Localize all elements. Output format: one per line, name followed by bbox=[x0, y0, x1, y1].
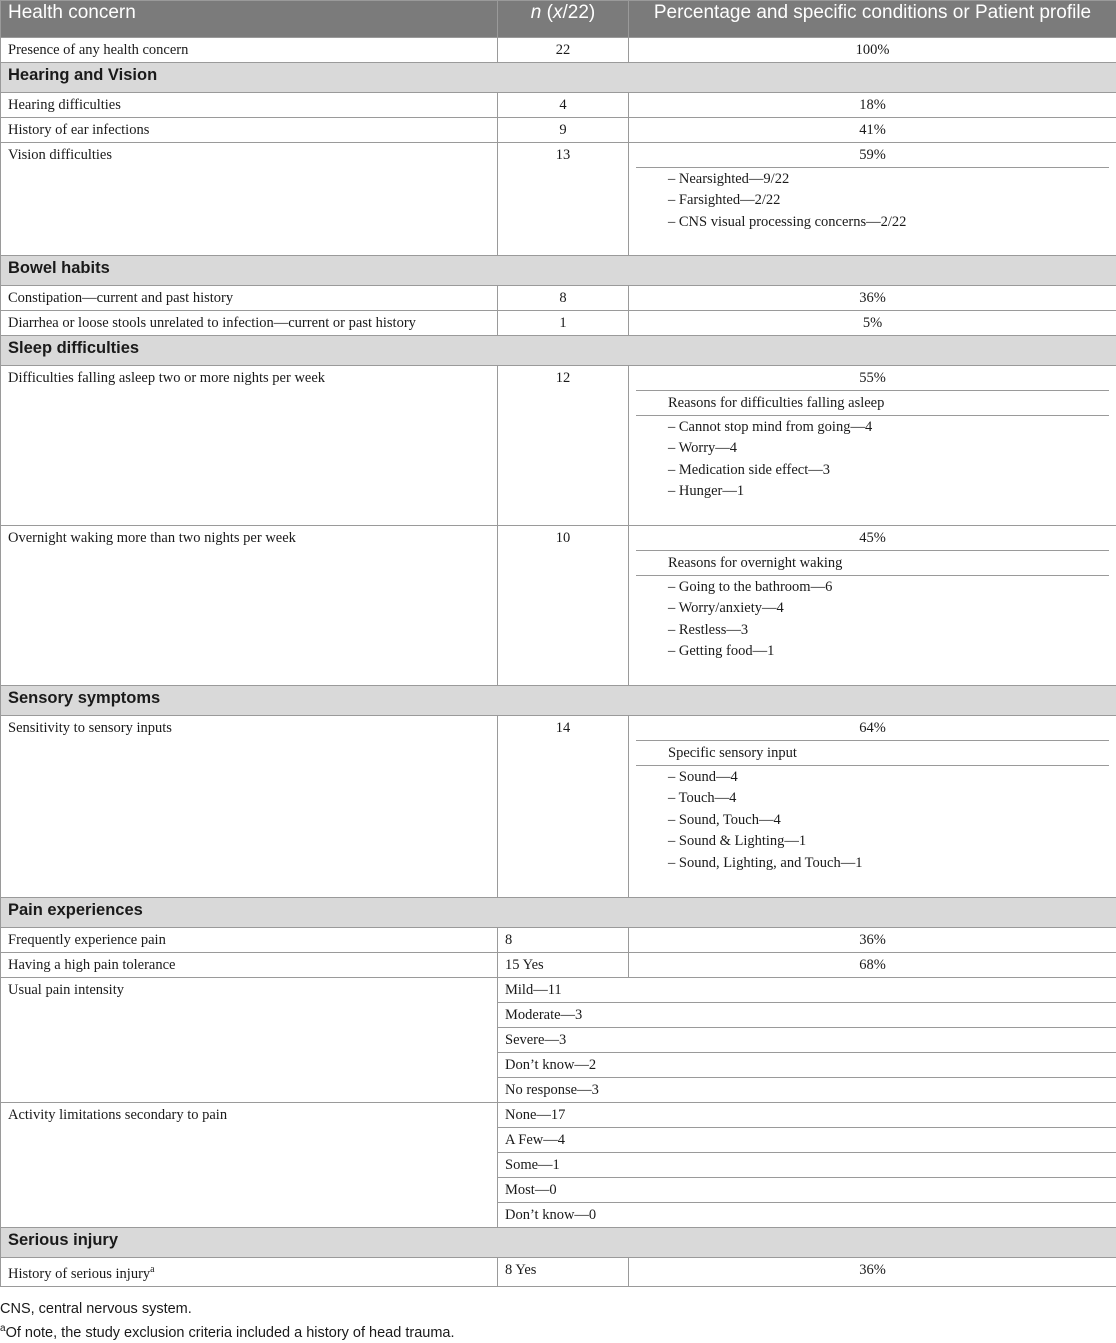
table-row bbox=[1, 143, 1116, 256]
table-row bbox=[1, 716, 1116, 898]
list-item: – Nearsighted—9/22 bbox=[636, 169, 1109, 190]
pain-intensity-value: Moderate—3 bbox=[498, 1003, 1116, 1028]
row-pct: 55% bbox=[636, 366, 1109, 390]
reason-list bbox=[636, 575, 1109, 663]
table-row bbox=[1, 311, 1116, 336]
section-sensory-symptoms bbox=[1, 686, 1116, 716]
section-title: Serious injury bbox=[1, 1228, 1116, 1258]
row-n: 14 bbox=[498, 716, 629, 898]
row-label: Activity limitations secondary to pain bbox=[1, 1103, 498, 1228]
list-item: – Sound, Lighting, and Touch—1 bbox=[636, 853, 1109, 874]
row-label: Difficulties falling asleep two or more nights per week bbox=[1, 366, 498, 526]
table-row bbox=[1, 978, 1116, 1003]
row-label: Constipation—current and past history bbox=[1, 286, 498, 311]
list-item: – Cannot stop mind from going—4 bbox=[636, 417, 1109, 438]
header-n: n (x/22) bbox=[498, 1, 629, 38]
row-n: 12 bbox=[498, 366, 629, 526]
table-header-row bbox=[1, 1, 1116, 38]
row-label: Frequently experience pain bbox=[1, 928, 498, 953]
section-title: Hearing and Vision bbox=[1, 63, 1116, 93]
section-bowel-habits bbox=[1, 256, 1116, 286]
list-item: – Getting food—1 bbox=[636, 641, 1109, 662]
header-percentage: Percentage and specific conditions or Patient profile bbox=[629, 1, 1116, 38]
table-row bbox=[1, 1258, 1116, 1287]
table-row bbox=[1, 526, 1116, 686]
row-n: 10 bbox=[498, 526, 629, 686]
row-pct: 64% bbox=[636, 716, 1109, 740]
abbreviation-note: CNS, central nervous system. bbox=[0, 1299, 455, 1319]
row-pct-detail bbox=[629, 716, 1116, 898]
activity-limitation-value: Don’t know—0 bbox=[498, 1203, 1116, 1228]
row-n: 8 bbox=[498, 928, 629, 953]
row-label: Overnight waking more than two nights per week bbox=[1, 526, 498, 686]
row-n: 1 bbox=[498, 311, 629, 336]
list-item: – Going to the bathroom—6 bbox=[636, 577, 1109, 598]
list-item: – Restless—3 bbox=[636, 620, 1109, 641]
row-pct: 36% bbox=[629, 1258, 1116, 1287]
row-pct-detail bbox=[629, 143, 1116, 256]
pain-intensity-value: Don’t know—2 bbox=[498, 1053, 1116, 1078]
section-serious-injury bbox=[1, 1228, 1116, 1258]
reason-heading: Reasons for overnight waking bbox=[636, 550, 1109, 575]
row-n: 15 Yes bbox=[498, 953, 629, 978]
row-label: History of serious injury$^a$ bbox=[1, 1258, 498, 1287]
table-row bbox=[1, 366, 1116, 526]
row-pct: 100% bbox=[629, 38, 1116, 63]
table-row bbox=[1, 928, 1116, 953]
header-health-concern: Health concern bbox=[1, 1, 498, 38]
row-label: Having a high pain tolerance bbox=[1, 953, 498, 978]
list-item: – Medication side effect—3 bbox=[636, 460, 1109, 481]
section-title: Sensory symptoms bbox=[1, 686, 1116, 716]
activity-limitation-value: Most—0 bbox=[498, 1178, 1116, 1203]
row-pct: 5% bbox=[629, 311, 1116, 336]
pain-intensity-value: Mild—11 bbox=[498, 978, 1116, 1003]
row-n: 8 Yes bbox=[498, 1258, 629, 1287]
reason-heading: Specific sensory input bbox=[636, 740, 1109, 765]
row-pct: 41% bbox=[629, 118, 1116, 143]
row-pct-detail bbox=[629, 366, 1116, 526]
reason-list bbox=[636, 415, 1109, 503]
row-pct: 36% bbox=[629, 286, 1116, 311]
row-n: 9 bbox=[498, 118, 629, 143]
row-label: Usual pain intensity bbox=[1, 978, 498, 1103]
table-row bbox=[1, 118, 1116, 143]
table-row bbox=[1, 93, 1116, 118]
activity-limitation-value: A Few—4 bbox=[498, 1128, 1116, 1153]
row-n: 22 bbox=[498, 38, 629, 63]
list-item: – Sound, Touch—4 bbox=[636, 810, 1109, 831]
footnote-marker: a bbox=[150, 1264, 154, 1275]
list-item: – Sound—4 bbox=[636, 767, 1109, 788]
section-pain-experiences bbox=[1, 898, 1116, 928]
table-row bbox=[1, 38, 1116, 63]
row-label: Sensitivity to sensory inputs bbox=[1, 716, 498, 898]
footnote-marker: a bbox=[0, 1323, 6, 1334]
section-hearing-vision bbox=[1, 63, 1116, 93]
row-label: History of ear infections bbox=[1, 118, 498, 143]
row-label: Diarrhea or loose stools unrelated to infection—current or past history bbox=[1, 311, 498, 336]
list-item: – CNS visual processing concerns—2/22 bbox=[636, 212, 1109, 233]
section-sleep-difficulties bbox=[1, 336, 1116, 366]
section-title: Pain experiences bbox=[1, 898, 1116, 928]
list-item: – Touch—4 bbox=[636, 788, 1109, 809]
row-label: Hearing difficulties bbox=[1, 93, 498, 118]
table-row bbox=[1, 1103, 1116, 1128]
list-item: – Farsighted—2/22 bbox=[636, 190, 1109, 211]
row-pct: 18% bbox=[629, 93, 1116, 118]
exclusion-note: $^a$Of note, the study exclusion criteria included a history of head trauma. bbox=[0, 1319, 455, 1339]
list-item: – Hunger—1 bbox=[636, 481, 1109, 502]
table-footnotes bbox=[0, 1299, 455, 1339]
section-title: Sleep difficulties bbox=[1, 336, 1116, 366]
table-row bbox=[1, 953, 1116, 978]
list-item: – Worry—4 bbox=[636, 438, 1109, 459]
row-n: 4 bbox=[498, 93, 629, 118]
row-n: 8 bbox=[498, 286, 629, 311]
row-label: Presence of any health concern bbox=[1, 38, 498, 63]
pain-intensity-value: No response—3 bbox=[498, 1078, 1116, 1103]
list-item: – Worry/anxiety—4 bbox=[636, 598, 1109, 619]
table-row bbox=[1, 286, 1116, 311]
row-pct-detail bbox=[629, 526, 1116, 686]
activity-limitation-value: None—17 bbox=[498, 1103, 1116, 1128]
row-pct: 68% bbox=[629, 953, 1116, 978]
row-n: 13 bbox=[498, 143, 629, 256]
row-pct: 36% bbox=[629, 928, 1116, 953]
activity-limitation-value: Some—1 bbox=[498, 1153, 1116, 1178]
row-pct: 45% bbox=[636, 526, 1109, 550]
row-label: Vision difficulties bbox=[1, 143, 498, 256]
section-title: Bowel habits bbox=[1, 256, 1116, 286]
reason-heading: Reasons for difficulties falling asleep bbox=[636, 390, 1109, 415]
row-pct: 59% bbox=[636, 143, 1109, 167]
pain-intensity-value: Severe—3 bbox=[498, 1028, 1116, 1053]
condition-list bbox=[636, 167, 1109, 233]
list-item: – Sound & Lighting—1 bbox=[636, 831, 1109, 852]
sensory-input-list bbox=[636, 765, 1109, 874]
